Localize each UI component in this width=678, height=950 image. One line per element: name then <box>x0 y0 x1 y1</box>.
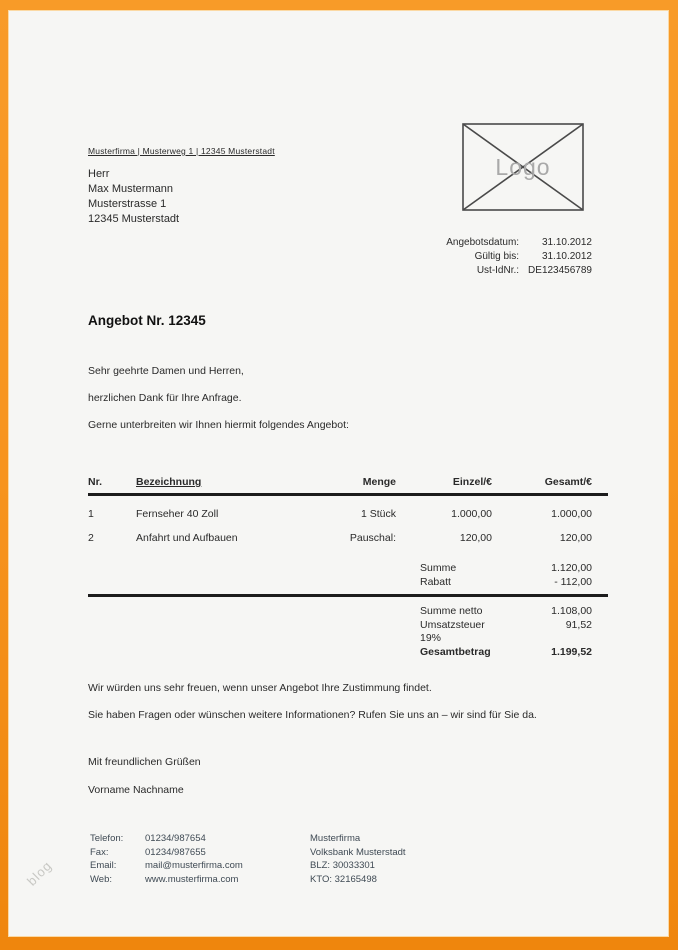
recipient-salutation: Herr <box>88 168 110 180</box>
recipient-city: 12345 Musterstadt <box>88 213 180 225</box>
header-bezeichnung: Bezeichnung <box>136 476 202 488</box>
items-table <box>88 476 608 544</box>
item-nr: 2 <box>88 532 94 544</box>
summary-rule <box>88 594 608 597</box>
item-unit-price: 120,00 <box>459 532 492 544</box>
header-einzelpreis: Einzel/€ <box>452 476 492 488</box>
recipient-address-block <box>88 167 179 227</box>
summary-block <box>88 562 608 659</box>
intro-paragraphs <box>88 366 608 447</box>
meta-row-vat-id <box>446 264 592 278</box>
footer-value: 01234/987655 <box>145 846 206 858</box>
summary-value: 1.120,00 <box>551 562 592 574</box>
summary-label: Umsatzsteuer 19% <box>420 618 485 644</box>
item-unit-price: 1.000,00 <box>451 508 492 520</box>
summary-label: Gesamtbetrag <box>420 645 491 658</box>
table-row <box>88 520 608 544</box>
summary-label: Rabatt <box>420 575 451 588</box>
header-menge: Menge <box>362 476 396 488</box>
recipient-name: Max Mustermann <box>88 183 173 195</box>
meta-row-valid-until <box>446 250 592 264</box>
closing-regards: Mit freundlichen Grüßen <box>88 756 201 768</box>
meta-value: DE123456789 <box>528 265 592 276</box>
footer-kto: KTO: 32165498 <box>310 873 377 885</box>
footer-label: Fax: <box>90 846 109 858</box>
footer-block <box>90 832 406 886</box>
footer-label: Web: <box>90 873 113 885</box>
logo-placeholder <box>462 123 584 211</box>
footer-value: www.musterfirma.com <box>145 873 239 885</box>
closing-paragraph-2: Sie haben Fragen oder wünschen weitere Informationen? Rufen Sie uns an – wir sind für Sie da. <box>88 709 537 721</box>
footer-row-email <box>90 859 310 873</box>
item-nr: 1 <box>88 508 94 520</box>
intro-thanks: herzlichen Dank für Ihre Anfrage. <box>88 392 242 404</box>
summary-row-rabatt <box>88 576 608 590</box>
header-gesamtpreis: Gesamt/€ <box>544 476 592 488</box>
items-table-header-row <box>88 476 608 493</box>
closing-paragraph-1: Wir würden uns sehr freuen, wenn unser Angebot Ihre Zustimmung findet. <box>88 682 432 694</box>
footer-company-name: Musterfirma <box>310 833 361 844</box>
summary-label: Summe <box>420 562 457 574</box>
table-row <box>88 496 608 520</box>
meta-row-date <box>446 236 592 250</box>
logo-text: Logo <box>495 153 551 180</box>
quote-document-page <box>8 10 669 937</box>
footer-value: mail@musterfirma.com <box>145 860 243 871</box>
item-quantity: Pauschal: <box>349 532 396 544</box>
footer-row-telefon <box>90 832 310 846</box>
footer-contact-column <box>90 832 310 886</box>
recipient-street: Musterstrasse 1 <box>88 198 167 210</box>
summary-label: Summe netto <box>420 605 483 617</box>
footer-label: Telefon: <box>90 833 124 844</box>
footer-label: Email: <box>90 860 117 871</box>
item-total-price: 1.000,00 <box>551 508 592 520</box>
summary-row-umsatzsteuer <box>88 619 608 646</box>
item-total-price: 120,00 <box>559 532 592 544</box>
summary-value: 1.199,52 <box>551 645 592 658</box>
footer-bank-column <box>310 832 406 886</box>
item-quantity: 1 Stück <box>360 508 396 520</box>
meta-value: 31.10.2012 <box>541 251 592 262</box>
footer-blz: BLZ: 30033301 <box>310 860 375 871</box>
quote-meta-block <box>446 236 592 278</box>
summary-row-netto <box>88 605 608 619</box>
summary-row-summe <box>88 562 608 576</box>
meta-label: Gültig bis: <box>474 251 520 262</box>
summary-value: 91,52 <box>565 618 592 631</box>
footer-bank-name: Volksbank Musterstadt <box>310 846 406 858</box>
header-nr: Nr. <box>88 476 103 488</box>
footer-row-web <box>90 873 310 887</box>
item-description: Anfahrt und Aufbauen <box>136 532 238 544</box>
blog-watermark: blog <box>24 857 55 889</box>
footer-row-fax <box>90 846 310 860</box>
item-description: Fernseher 40 Zoll <box>136 508 219 520</box>
summary-value: 1.108,00 <box>551 605 592 617</box>
signature-name: Vorname Nachname <box>88 784 184 796</box>
meta-label: Angebotsdatum: <box>446 237 520 248</box>
document-title: Angebot Nr. 12345 <box>88 313 206 328</box>
meta-label: Ust-IdNr.: <box>476 265 520 276</box>
summary-row-gesamtbetrag <box>88 646 608 660</box>
sender-address-line: Musterfirma | Musterweg 1 | 12345 Musterstadt <box>88 146 275 156</box>
footer-value: 01234/987654 <box>145 833 206 844</box>
meta-value: 31.10.2012 <box>541 237 592 248</box>
intro-offer: Gerne unterbreiten wir Ihnen hiermit folgendes Angebot: <box>88 419 349 431</box>
summary-value: - 112,00 <box>554 575 592 588</box>
intro-greeting: Sehr geehrte Damen und Herren, <box>88 365 244 377</box>
